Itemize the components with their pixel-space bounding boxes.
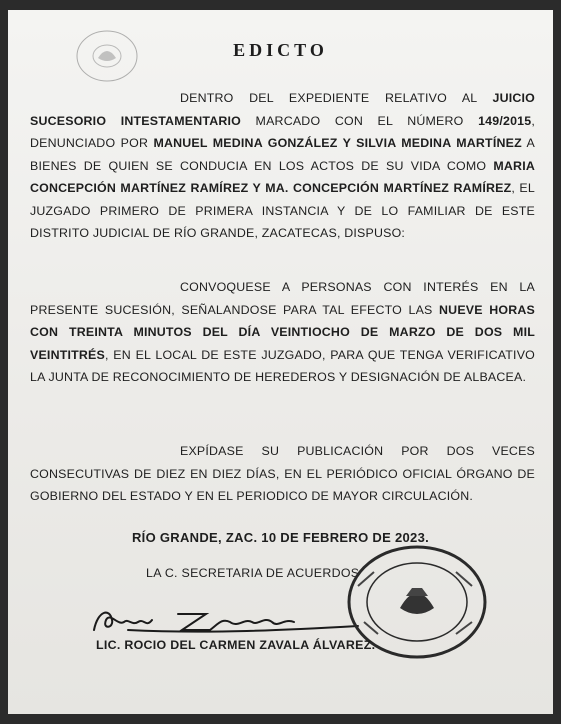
date-line: RÍO GRANDE, ZAC. 10 DE FEBRERO DE 2023. <box>131 530 430 545</box>
signatory-name: LIC. ROCIO DEL CARMEN ZAVALA ÁLVAREZ. <box>96 638 376 652</box>
paragraph-2: CONVOQUESE A PERSONAS CON INTERÉS EN LA PRESENTE SUCESIÓN, SEÑALANDOSE PARA TAL EFECTO LAS NUEVE HORAS CON TREINTA MINUTOS DEL DÍA VEINTIOCHO DE MARZO DE DOS MIL VEINTITRÉS, EN EL LOCAL DE ESTE JUZGADO, PARA QUE TENGA VERIFICATIVO LA JUNTA DE RECONOCIMIENTO DE HEREDEROS Y DESIGNACIÓN DE ALBACEA. <box>30 280 535 384</box>
secretary-title: LA C. SECRETARIA DE ACUERDOS <box>146 566 360 580</box>
document-page <box>8 10 553 714</box>
handwritten-signature <box>88 600 388 640</box>
paragraph-1: DENTRO DEL EXPEDIENTE RELATIVO AL JUICIO SUCESORIO INTESTAMENTARIO MARCADO CON EL NÚMERO 149/2015, DENUNCIADO POR MANUEL MEDINA GONZÁLEZ Y SILVIA MEDINA MARTÍNEZ A BIENES DE QUIEN SE CONDUCIA EN LOS ACTOS DE SU VIDA COMO MARIA CONCEPCIÓN MARTÍNEZ RAMÍREZ Y MA. CONCEPCIÓN MARTÍNEZ RAMÍREZ, EL JUZGADO PRIMERO DE PRIMERA INSTANCIA Y DE LO FAMILIAR DE ESTE DISTRITO JUDICIAL DE RÍO GRANDE, ZACATECAS, DISPUSO: <box>30 91 535 240</box>
paragraph-3: EXPÍDASE SU PUBLICACIÓN POR DOS VECES CONSECUTIVAS DE DIEZ EN DIEZ DÍAS, EN EL PERIÓDICO OFICIAL ÓRGANO DE GOBIERNO DEL ESTADO Y EN EL PERIODICO DE MAYOR CIRCULACIÓN. <box>30 444 535 503</box>
document-title: EDICTO <box>233 40 328 60</box>
